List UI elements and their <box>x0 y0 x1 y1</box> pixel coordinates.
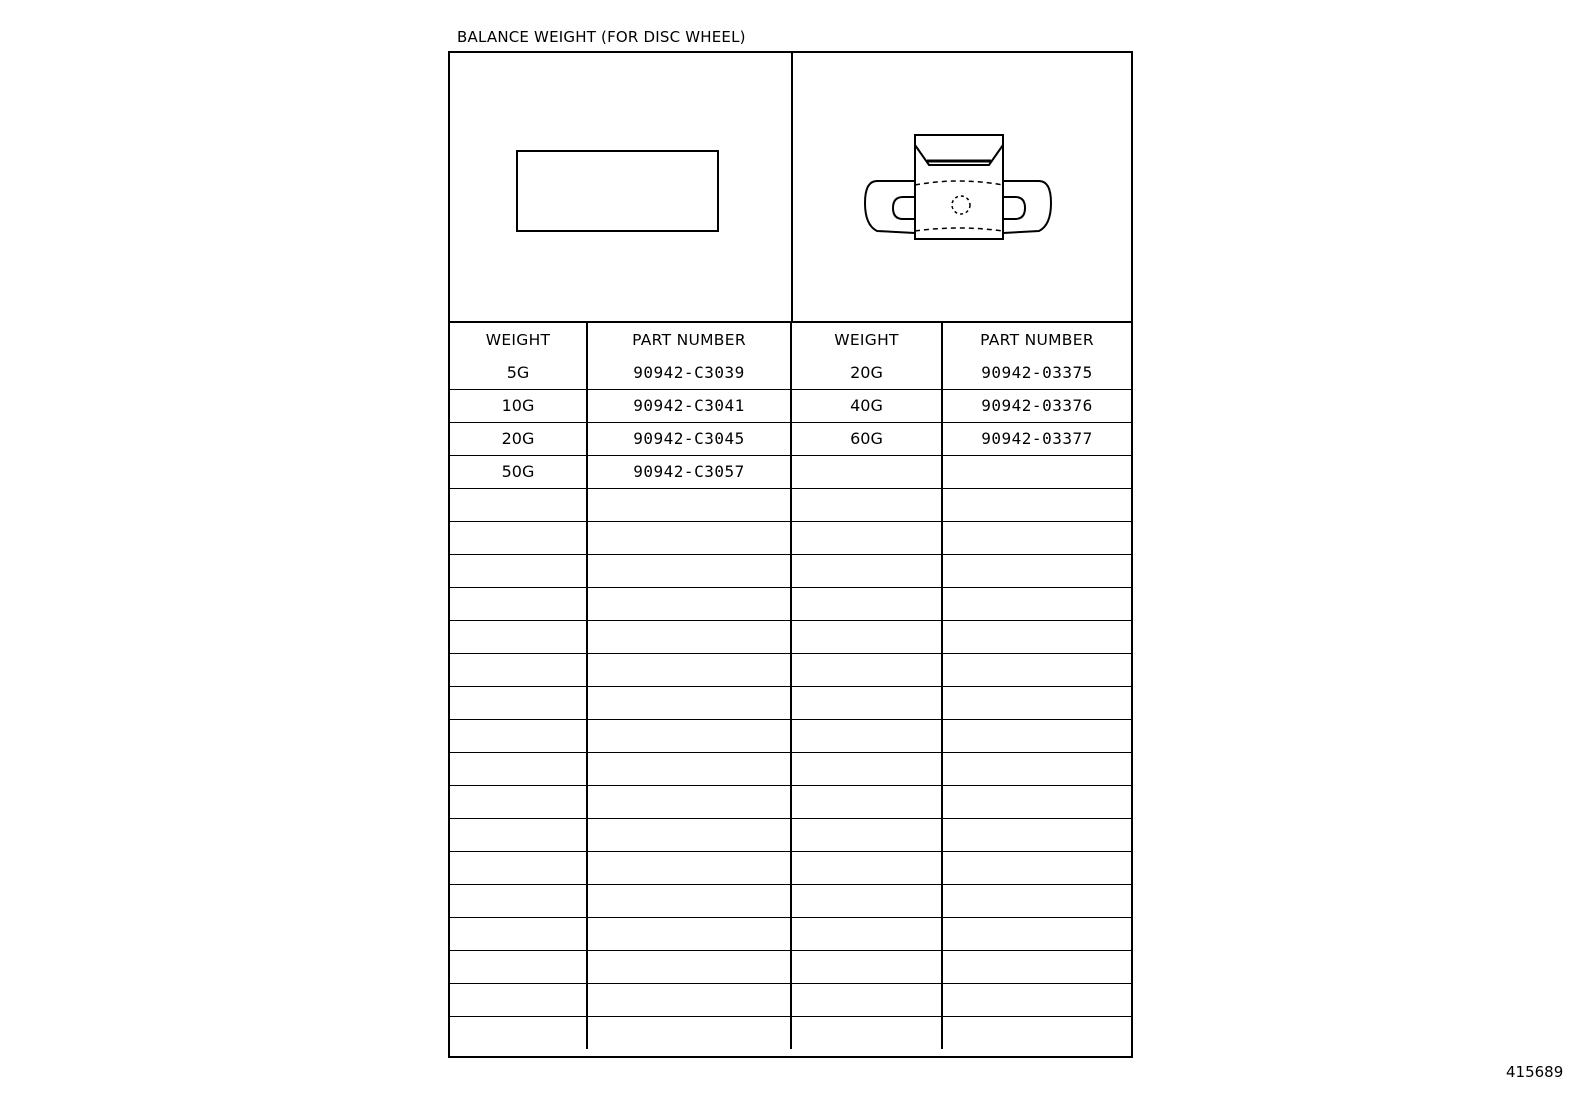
table-row <box>450 1016 1131 1049</box>
part-number-cell: 90942-03375 <box>942 356 1131 389</box>
weight-cell <box>450 983 587 1016</box>
illustration-cell-clip-on <box>793 53 1131 321</box>
part-number-cell <box>587 884 791 917</box>
weight-cell <box>450 620 587 653</box>
part-number-cell <box>942 653 1131 686</box>
part-number-cell <box>942 587 1131 620</box>
table-row <box>450 851 1131 884</box>
part-number-cell: 90942-03376 <box>942 389 1131 422</box>
weight-cell <box>791 851 942 884</box>
part-number-cell <box>942 620 1131 653</box>
part-number-cell <box>942 785 1131 818</box>
weight-cell <box>450 1016 587 1049</box>
part-number-cell <box>942 1016 1131 1049</box>
part-number-cell <box>587 587 791 620</box>
table-row <box>450 521 1131 554</box>
weight-cell <box>450 554 587 587</box>
part-number-cell: 90942-C3045 <box>587 422 791 455</box>
part-number-cell: 90942-C3041 <box>587 389 791 422</box>
table-row <box>450 983 1131 1016</box>
weight-cell <box>791 983 942 1016</box>
table-row <box>450 356 1131 389</box>
table-row <box>450 686 1131 719</box>
weight-cell <box>791 950 942 983</box>
weight-cell <box>450 686 587 719</box>
part-number-cell <box>587 950 791 983</box>
table-row <box>450 752 1131 785</box>
weight-cell <box>450 488 587 521</box>
header-weight-1: WEIGHT <box>485 330 551 349</box>
table-row <box>450 653 1131 686</box>
part-number-cell: 90942-C3057 <box>587 455 791 488</box>
table-row <box>450 917 1131 950</box>
part-number-cell <box>587 686 791 719</box>
weight-cell: 40G <box>791 389 942 422</box>
weight-cell: 10G <box>450 389 587 422</box>
weight-cell <box>450 752 587 785</box>
weight-cell <box>791 1016 942 1049</box>
part-number-cell <box>587 851 791 884</box>
table-row <box>450 422 1131 455</box>
weight-cell <box>450 587 587 620</box>
weight-cell <box>791 620 942 653</box>
weight-cell: 5G <box>506 362 530 382</box>
weight-cell: 50G <box>450 455 587 488</box>
table-row <box>450 950 1131 983</box>
part-number-cell <box>942 851 1131 884</box>
weight-cell <box>791 752 942 785</box>
weight-cell <box>791 719 942 752</box>
part-number-cell <box>587 488 791 521</box>
header-part-number-2: PART NUMBER <box>942 323 1131 356</box>
table-header-row <box>450 323 1131 356</box>
weight-cell <box>791 785 942 818</box>
part-number-cell <box>587 983 791 1016</box>
part-number-cell <box>942 686 1131 719</box>
part-number-cell <box>942 917 1131 950</box>
part-number-cell <box>942 554 1131 587</box>
weight-cell <box>450 851 587 884</box>
part-number-cell <box>942 818 1131 851</box>
part-number-cell <box>942 521 1131 554</box>
weight-cell <box>450 884 587 917</box>
header-weight-2: WEIGHT <box>791 323 942 356</box>
weight-cell <box>791 917 942 950</box>
part-number-cell <box>587 653 791 686</box>
part-number-cell <box>942 455 1131 488</box>
document-title: BALANCE WEIGHT (FOR DISC WHEEL) <box>457 28 746 46</box>
parts-table <box>450 323 1131 1049</box>
part-number-cell <box>942 950 1131 983</box>
part-number-cell <box>942 983 1131 1016</box>
parts-sheet <box>448 51 1133 1058</box>
table-row <box>450 884 1131 917</box>
table-row <box>450 488 1131 521</box>
reference-id: 415689 <box>1506 1063 1564 1081</box>
header-part-number-1: PART NUMBER <box>587 323 791 356</box>
illustration-cell-adhesive <box>450 53 793 321</box>
part-number-cell <box>942 752 1131 785</box>
weight-cell <box>450 653 587 686</box>
part-number-cell <box>942 884 1131 917</box>
table-row <box>450 620 1131 653</box>
weight-cell <box>791 488 942 521</box>
illustration-row <box>450 53 1131 323</box>
weight-cell <box>450 521 587 554</box>
part-number-cell: 90942-03377 <box>942 422 1131 455</box>
weight-cell <box>450 950 587 983</box>
part-number-cell <box>587 620 791 653</box>
weight-cell <box>791 653 942 686</box>
table-row <box>450 587 1131 620</box>
part-number-cell <box>587 818 791 851</box>
weight-cell <box>791 686 942 719</box>
table-row <box>450 785 1131 818</box>
weight-cell <box>791 884 942 917</box>
table-row <box>450 455 1131 488</box>
weight-cell: 20G <box>450 422 587 455</box>
part-number-cell <box>587 785 791 818</box>
weight-cell <box>450 785 587 818</box>
weight-cell <box>450 818 587 851</box>
weight-cell <box>450 917 587 950</box>
table-row <box>450 719 1131 752</box>
weight-cell <box>791 554 942 587</box>
part-number-cell <box>587 554 791 587</box>
weight-cell <box>791 455 942 488</box>
part-number-cell <box>587 917 791 950</box>
weight-cell <box>791 521 942 554</box>
part-number-cell <box>587 719 791 752</box>
weight-cell: 20G <box>791 356 942 389</box>
weight-cell <box>791 587 942 620</box>
part-number-cell: 90942-C3039 <box>587 356 791 389</box>
adhesive-weight-icon <box>450 53 791 321</box>
weight-cell: 60G <box>791 422 942 455</box>
part-number-cell <box>587 1016 791 1049</box>
parts-table-body <box>450 356 1131 1049</box>
table-row <box>450 818 1131 851</box>
part-number-cell <box>942 719 1131 752</box>
part-number-cell <box>942 488 1131 521</box>
weight-cell <box>450 719 587 752</box>
clip-on-weight-icon <box>793 53 1131 321</box>
table-row <box>450 389 1131 422</box>
part-number-cell <box>587 521 791 554</box>
weight-cell <box>791 818 942 851</box>
part-number-cell <box>587 752 791 785</box>
table-row <box>450 554 1131 587</box>
